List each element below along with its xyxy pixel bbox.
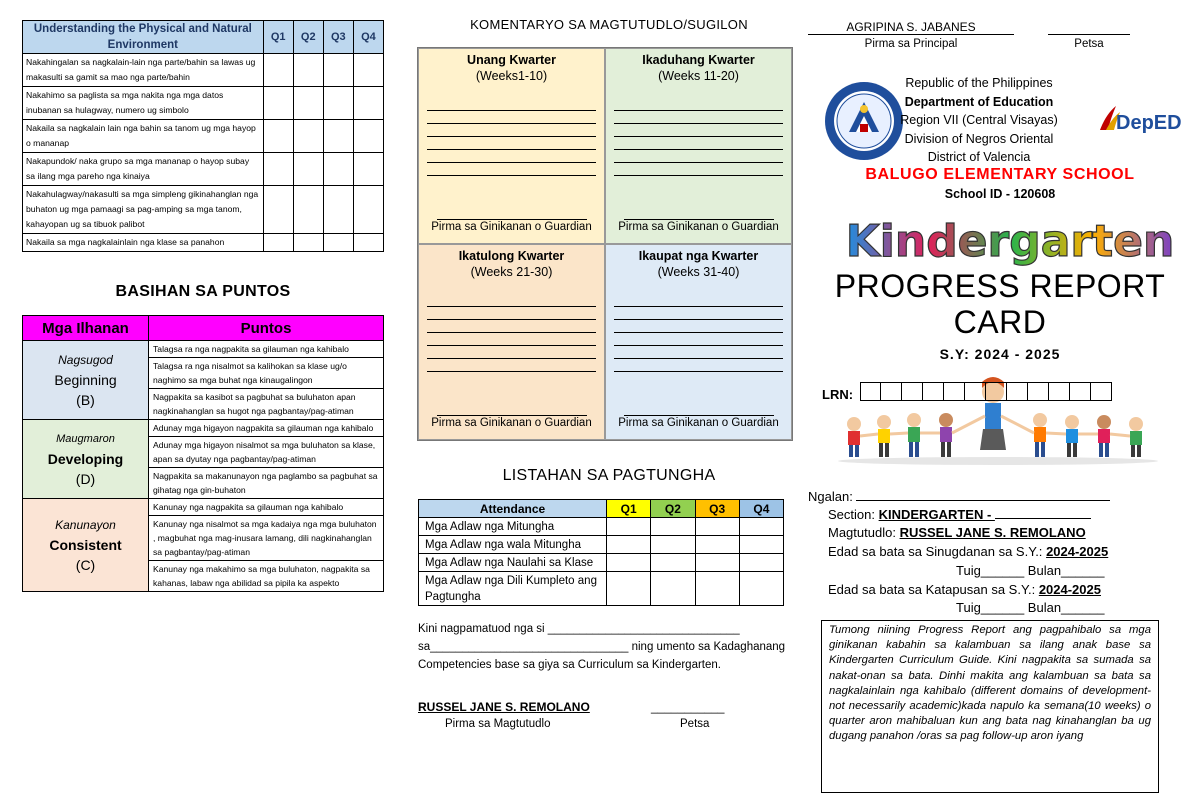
level-description: Kanunay nga makahimo sa mga buluhaton, nagpakita sa kahanas, labaw nga abilidad sa pipila ka aspekto bbox=[149, 561, 384, 592]
level-description: Kanunay nga nagpakita sa gilauman nga kahibalo bbox=[149, 499, 384, 516]
principal-label: Pirma sa Principal bbox=[864, 38, 958, 50]
criterion-text: Nakaila sa nagkalain lain nga bahin sa tanom ug mga hayop o mananap bbox=[23, 120, 264, 153]
q2-header: Q2 bbox=[293, 21, 323, 54]
quarter-weeks: (Weeks1-10) bbox=[475, 69, 548, 83]
deped-seal-icon bbox=[823, 80, 905, 162]
quarter-name: Unang Kwarter bbox=[467, 53, 556, 67]
grade-cell[interactable] bbox=[263, 234, 293, 252]
lrn-digit-box[interactable] bbox=[986, 382, 1007, 401]
grade-cell[interactable] bbox=[353, 54, 383, 87]
name-label: Ngalan: bbox=[808, 489, 853, 504]
signature-label: Pirma sa Ginikanan o Guardian bbox=[618, 221, 779, 233]
age-start-value: 2024-2025 bbox=[1046, 544, 1109, 559]
grade-cell[interactable] bbox=[353, 153, 383, 186]
q1-header: Q1 bbox=[263, 21, 293, 54]
level-description: Kanunay nga nisalmot sa mga kadaiya nga mga buluhaton , magbuhat nga mag-inusara lamang, dili nagkinahanglan sa pagbantay/pag-atiman bbox=[149, 516, 384, 561]
deped-logo-text: DepED bbox=[1116, 112, 1182, 134]
card-title-line1: PROGRESS REPORT bbox=[834, 268, 1166, 304]
criterion-text: Nakaila sa mga nagkalainlain nga klase sa panahon bbox=[23, 234, 264, 252]
lrn-digit-box[interactable] bbox=[1049, 382, 1070, 401]
lrn-digit-box[interactable] bbox=[1007, 382, 1028, 401]
basihan-title: BASIHAN SA PUNTOS bbox=[115, 283, 291, 300]
attendance-label: Mga Adlaw nga wala Mitungha bbox=[419, 536, 607, 554]
comment-lines bbox=[427, 98, 596, 176]
level-description: Adunay mga higayon nisalmot sa mga buluhaton sa klase, apan sa dyutay nga pagbantay/pag-atiman bbox=[149, 437, 384, 468]
grade-cell[interactable] bbox=[353, 87, 383, 120]
lrn-digit-box[interactable] bbox=[1070, 382, 1091, 401]
level-description: Adunay mga higayon nagpakita sa gilauman nga kahibalo bbox=[149, 420, 384, 437]
lrn-digit-box[interactable] bbox=[1028, 382, 1049, 401]
attendance-cell[interactable] bbox=[651, 518, 695, 536]
q4-header: Q4 bbox=[353, 21, 383, 54]
kindergarten-text: Kindergarten bbox=[845, 216, 1175, 267]
lrn-digit-box[interactable] bbox=[944, 382, 965, 401]
level-beginning bbox=[23, 341, 149, 420]
name-field[interactable] bbox=[856, 489, 1110, 501]
table-row bbox=[419, 554, 784, 572]
scale-col-ilhanan: Mga Ilhanan bbox=[23, 316, 149, 341]
level-description: Talagsa ra nga nagpakita sa gilauman nga kahibalo bbox=[149, 341, 384, 358]
kindergarten-wordart bbox=[845, 208, 1175, 268]
attendance-label: Mga Adlaw nga Naulahi sa Klase bbox=[419, 554, 607, 572]
level-code: (D) bbox=[75, 471, 96, 487]
attendance-cell[interactable] bbox=[607, 536, 651, 554]
principal-date-label: Petsa bbox=[1074, 38, 1104, 50]
signature-label: Pirma sa Ginikanan o Guardian bbox=[431, 417, 592, 429]
lrn-label: LRN: bbox=[822, 387, 854, 402]
signature-label: Pirma sa Ginikanan o Guardian bbox=[618, 417, 779, 429]
grade-cell[interactable] bbox=[323, 186, 353, 234]
domain-table bbox=[22, 20, 384, 252]
table-row bbox=[23, 153, 384, 186]
teacher-value: RUSSEL JANE S. REMOLANO bbox=[899, 525, 1086, 540]
school-year: S.Y: 2024 - 2025 bbox=[939, 346, 1061, 362]
attendance-cell[interactable] bbox=[695, 554, 739, 572]
level-consistent bbox=[23, 499, 149, 592]
comment-lines bbox=[614, 294, 783, 372]
lrn-digit-box[interactable] bbox=[1091, 382, 1112, 401]
teacher-label: Magtutudlo: bbox=[828, 525, 896, 540]
attendance-cell[interactable] bbox=[739, 554, 783, 572]
scale-col-puntos: Puntos bbox=[149, 316, 384, 341]
lrn-input[interactable] bbox=[860, 382, 1112, 401]
criterion-text: Nakahimo sa paglista sa mga nakita nga mga datos inubanan sa hulagway, numero ug simbolo bbox=[23, 87, 264, 120]
table-row bbox=[23, 87, 384, 120]
teacher-date-blank: ___________ bbox=[651, 700, 725, 714]
table-row bbox=[419, 536, 784, 554]
section-field[interactable] bbox=[995, 507, 1091, 519]
card-title-line2: CARD bbox=[953, 304, 1047, 340]
grade-cell[interactable] bbox=[353, 120, 383, 153]
q3-header: Q3 bbox=[695, 500, 739, 518]
grade-cell[interactable] bbox=[263, 87, 293, 120]
republic-line: Republic of the Philippines bbox=[905, 76, 1053, 90]
grade-cell[interactable] bbox=[323, 54, 353, 87]
quarter-name: Ikaupat nga Kwarter bbox=[638, 249, 759, 263]
quarter-3-comment-box[interactable] bbox=[418, 244, 605, 440]
grade-cell[interactable] bbox=[323, 234, 353, 252]
attendance-cell[interactable] bbox=[695, 518, 739, 536]
section-value: KINDERGARTEN - bbox=[878, 507, 995, 522]
table-row bbox=[419, 518, 784, 536]
table-row bbox=[23, 120, 384, 153]
parent-signature bbox=[606, 415, 791, 429]
grade-cell[interactable] bbox=[293, 120, 323, 153]
attendance-cell[interactable] bbox=[607, 554, 651, 572]
table-row bbox=[23, 54, 384, 87]
q3-header: Q3 bbox=[323, 21, 353, 54]
attendance-table bbox=[418, 499, 784, 606]
region-line: Region VII (Central Visayas) bbox=[900, 113, 1058, 127]
grade-cell[interactable] bbox=[263, 153, 293, 186]
attendance-cell[interactable] bbox=[739, 518, 783, 536]
table-row bbox=[23, 186, 384, 234]
attendance-header: Attendance bbox=[419, 500, 607, 518]
agency-header bbox=[900, 74, 1058, 167]
quarter-weeks: (Weeks 21-30) bbox=[470, 265, 553, 279]
deped-logo-icon bbox=[1098, 100, 1182, 136]
purpose-note: Tumong niining Progress Report ang pagpahibalo sa mga ginikanan kabahin sa kalambuan sa ilang anak base sa Kindergarten Curriculum Guide. Kini nagpakita sa sumada sa nakat-onan sa bata. Dinhi makita ang kalambuan sa bata sa nagkalainlain nga kahibalo (different domains of development-not necessarily academic)kada napulo ka semana(10 weeks) o quarter aron mahibaluan kun ang bata nag kinahanglan ba ug dugang panahon /oras sa pag follow-up aron iyang bbox=[821, 620, 1159, 793]
criterion-text: Nakahulagway/nakasulti sa mga simpleng gikinahanglan nga buhaton ug mga pamaagi sa pag-amping sa mga tanom, kahayopan ug sa tibuok palibot bbox=[23, 186, 264, 234]
level-description: Nagpakita sa kasibot sa pagbuhat sa buluhaton apan nagkinahanglan sa hugot nga pagbantay/pag-atiman bbox=[149, 389, 384, 420]
card-title bbox=[820, 268, 1180, 340]
school-id: School ID - 120608 bbox=[944, 187, 1056, 201]
grade-cell[interactable] bbox=[293, 153, 323, 186]
comment-lines bbox=[427, 294, 596, 372]
age-end-tuig-bulan[interactable]: Tuig______ Bulan______ bbox=[956, 600, 1105, 615]
teacher-signature-label: Pirma sa Magtutudlo bbox=[445, 718, 551, 730]
criterion-text: Nakapundok/ naka grupo sa mga mananap o hayop subay sa ilang mga pareho nga kinaiya bbox=[23, 153, 264, 186]
grade-cell[interactable] bbox=[293, 234, 323, 252]
signature-label: Pirma sa Ginikanan o Guardian bbox=[431, 221, 592, 233]
attendance-cell[interactable] bbox=[695, 572, 739, 606]
grade-cell[interactable] bbox=[263, 120, 293, 153]
criterion-text: Nakahingalan sa nagkalain-lain nga parte/bahin sa lawas ug makasulti sa gamit sa mao nga parte/bahin bbox=[23, 54, 264, 87]
district-line: District of Valencia bbox=[927, 150, 1031, 164]
age-start-label: Edad sa bata sa Sinugdanan sa S.Y.: bbox=[828, 544, 1043, 559]
quarter-1-comment-box[interactable] bbox=[418, 48, 605, 244]
lrn-digit-box[interactable] bbox=[923, 382, 944, 401]
grade-cell[interactable] bbox=[293, 186, 323, 234]
grade-cell[interactable] bbox=[323, 120, 353, 153]
attendance-label: Mga Adlaw nga Dili Kumpleto ang Pagtungha bbox=[419, 572, 607, 606]
lrn-digit-box[interactable] bbox=[881, 382, 902, 401]
parent-signature bbox=[606, 219, 791, 233]
level-local-name: Maugmaron bbox=[56, 433, 115, 445]
attendance-cell[interactable] bbox=[695, 536, 739, 554]
age-start-tuig-bulan[interactable]: Tuig______ Bulan______ bbox=[956, 563, 1105, 578]
department-line: Department of Education bbox=[904, 94, 1054, 109]
attendance-cell[interactable] bbox=[607, 518, 651, 536]
grade-cell[interactable] bbox=[263, 186, 293, 234]
grade-cell[interactable] bbox=[323, 87, 353, 120]
level-description: Nagpakita sa makanunayon nga paglambo sa pagbuhat sa gihatag nga gin-buhaton bbox=[149, 468, 384, 499]
level-english-name: Beginning bbox=[54, 372, 117, 388]
lrn-digit-box[interactable] bbox=[860, 382, 881, 401]
grade-cell[interactable] bbox=[293, 87, 323, 120]
level-english-name: Consistent bbox=[49, 537, 122, 553]
grade-cell[interactable] bbox=[293, 54, 323, 87]
principal-date-line bbox=[1048, 20, 1130, 35]
grade-cell[interactable] bbox=[353, 186, 383, 234]
lrn-digit-box[interactable] bbox=[902, 382, 923, 401]
certification-text: Kini nagpamatuod nga si ______________________________ sa_______________________________ ning umento sa Kadaghanang Competencies base sa giya sa Curriculum sa Kindergarten. bbox=[418, 623, 786, 671]
domain-title: Understanding the Physical and Natural Environment bbox=[23, 21, 264, 54]
attendance-cell[interactable] bbox=[651, 536, 695, 554]
attendance-label: Mga Adlaw nga Mitungha bbox=[419, 518, 607, 536]
teacher-date-label: Petsa bbox=[680, 718, 710, 730]
table-row bbox=[23, 234, 384, 252]
level-local-name: Nagsugod bbox=[58, 353, 113, 367]
listahan-title: LISTAHAN SA PAGTUNGHA bbox=[502, 467, 716, 484]
level-description: Talagsa ra nga nisalmot sa kalihokan sa klase ug/o naghimo sa mga buhat nga kinaugalingon bbox=[149, 358, 384, 389]
q4-header: Q4 bbox=[739, 500, 783, 518]
comment-lines bbox=[614, 98, 783, 176]
q2-header: Q2 bbox=[651, 500, 695, 518]
rating-scale-table bbox=[22, 315, 384, 592]
attendance-cell[interactable] bbox=[739, 572, 783, 606]
age-end-label: Edad sa bata sa Katapusan sa S.Y.: bbox=[828, 582, 1036, 597]
level-developing bbox=[23, 420, 149, 499]
grade-cell[interactable] bbox=[353, 234, 383, 252]
attendance-cell[interactable] bbox=[651, 554, 695, 572]
attendance-cell[interactable] bbox=[651, 572, 695, 606]
school-name: BALUGO ELEMENTARY SCHOOL bbox=[865, 166, 1135, 183]
quarter-4-comment-box[interactable] bbox=[605, 244, 792, 440]
quarter-weeks: (Weeks 31-40) bbox=[657, 265, 740, 279]
parent-signature bbox=[419, 219, 604, 233]
grade-cell[interactable] bbox=[323, 153, 353, 186]
grade-cell[interactable] bbox=[263, 54, 293, 87]
attendance-cell[interactable] bbox=[607, 572, 651, 606]
division-line: Division of Negros Oriental bbox=[904, 131, 1054, 146]
quarter-name: Ikatulong Kwarter bbox=[458, 249, 565, 263]
level-code: (B) bbox=[76, 392, 95, 408]
teacher-signature-name: RUSSEL JANE S. REMOLANO bbox=[418, 700, 590, 714]
parent-signature bbox=[419, 415, 604, 429]
lrn-digit-box[interactable] bbox=[965, 382, 986, 401]
level-english-name: Developing bbox=[47, 451, 124, 467]
komentaryo-title: KOMENTARYO SA MAGTUTUDLO/SUGILON bbox=[470, 17, 748, 32]
level-code: (C) bbox=[75, 557, 96, 573]
quarter-weeks: (Weeks 11-20) bbox=[658, 69, 739, 83]
quarter-name: Ikaduhang Kwarter bbox=[642, 53, 755, 67]
level-local-name: Kanunayon bbox=[55, 518, 116, 532]
age-end-value: 2024-2025 bbox=[1038, 582, 1101, 597]
section-label: Section: bbox=[828, 507, 875, 522]
principal-name: AGRIPINA S. JABANES bbox=[808, 20, 1014, 35]
comment-grid bbox=[417, 47, 793, 441]
q1-header: Q1 bbox=[607, 500, 651, 518]
attendance-cell[interactable] bbox=[739, 536, 783, 554]
table-row bbox=[419, 572, 784, 606]
quarter-2-comment-box[interactable] bbox=[605, 48, 792, 244]
